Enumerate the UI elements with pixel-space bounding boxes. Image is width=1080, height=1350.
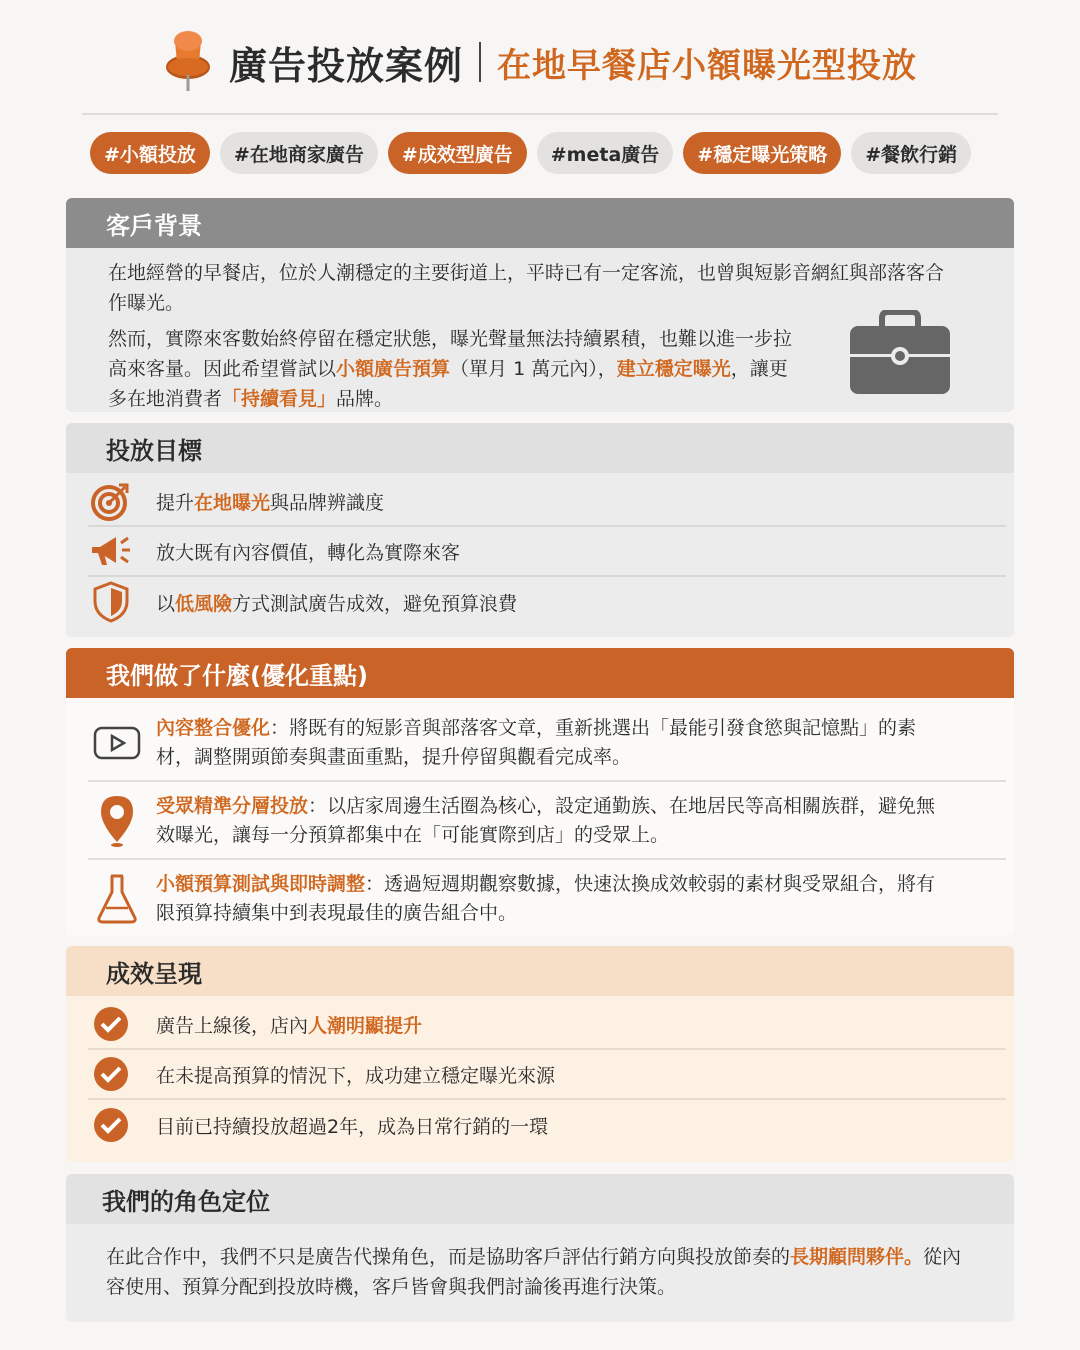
background-paragraph: 在地經營的早餐店，位於人潮穩定的主要街道上，平時已有一定客流，也曾與短影音網紅與部落客合作曝光。 — [108, 262, 945, 314]
goal-item — [88, 477, 1006, 527]
result-text: 廣告上線後，店內人潮明顯提升 — [156, 1014, 423, 1037]
pushpin-icon — [163, 27, 213, 97]
goal-text: 提升在地曝光與品牌辨識度 — [156, 491, 385, 514]
page-title: 廣告投放案例 — [228, 43, 463, 88]
client-background-section — [66, 198, 1014, 412]
video-play-icon — [88, 714, 146, 772]
tag[interactable]: #穩定曝光策略 — [683, 132, 841, 174]
result-text: 目前已持續投放超過2年，成為日常行銷的一環 — [156, 1115, 549, 1138]
section-heading: 成效呈現 — [66, 946, 1014, 996]
tag[interactable]: #成效型廣告 — [388, 132, 527, 174]
result-item — [88, 1000, 1006, 1050]
background-paragraph: 然而，實際來客數始終停留在穩定狀態，曝光聲量無法持續累積，也難以進一步拉高來客量。因此希望嘗試以小額廣告預算（單月 1 萬元內），建立穩定曝光，讓更多在地消費者「持續看見」品牌。 — [108, 328, 793, 410]
result-item — [88, 1100, 1006, 1150]
role-section — [66, 1174, 1014, 1322]
megaphone-icon — [88, 528, 134, 574]
check-circle-icon — [88, 1051, 134, 1097]
goal-text: 放大既有內容價值，轉化為實際來客 — [156, 541, 461, 564]
flask-icon — [88, 870, 146, 928]
action-item — [88, 704, 1006, 782]
action-text: 小額預算測試與即時調整：透過短週期觀察數據，快速汰換成效較弱的素材與受眾組合，將有限預算持續集中到表現最佳的廣告組合中。 — [156, 873, 936, 924]
section-heading: 客戶背景 — [66, 198, 1014, 248]
goal-item — [88, 527, 1006, 577]
page-header — [0, 26, 1080, 98]
page-subtitle: 在地早餐店小額曝光型投放 — [497, 45, 917, 86]
shield-icon — [88, 579, 134, 625]
tag[interactable]: #小額投放 — [90, 132, 210, 174]
action-item — [88, 860, 1006, 936]
result-text: 在未提高預算的情況下，成功建立穩定曝光來源 — [156, 1064, 556, 1087]
result-item — [88, 1050, 1006, 1100]
title-divider — [479, 42, 481, 82]
tag[interactable]: #在地商家廣告 — [220, 132, 378, 174]
tag[interactable]: #餐飲行銷 — [851, 132, 971, 174]
goals-section — [66, 423, 1014, 637]
check-circle-icon — [88, 1102, 134, 1148]
tag-list — [90, 132, 990, 174]
goal-item — [88, 577, 1006, 627]
check-circle-icon — [88, 1001, 134, 1047]
results-section — [66, 946, 1014, 1162]
section-heading: 投放目標 — [66, 423, 1014, 473]
action-text: 受眾精準分層投放：以店家周邊生活圈為核心，設定通勤族、在地居民等高相關族群，避免無效曝光，讓每一分預算都集中在「可能實際到店」的受眾上。 — [156, 795, 936, 846]
location-pin-icon — [88, 792, 146, 850]
goal-text: 以低風險方式測試廣告成效，避免預算浪費 — [156, 592, 518, 615]
actions-section — [66, 648, 1014, 936]
tag[interactable]: #meta廣告 — [537, 132, 674, 174]
section-heading: 我們做了什麼(優化重點) — [66, 648, 1014, 698]
section-heading: 我們的角色定位 — [66, 1174, 1014, 1224]
target-icon — [88, 478, 134, 524]
role-paragraph: 在此合作中，我們不只是廣告代操角色，而是協助客戶評估行銷方向與投放節奏的長期顧問夥伴。從內容使用、預算分配到投放時機，客戶皆會與我們討論後再進行決策。 — [106, 1246, 962, 1298]
action-item — [88, 782, 1006, 860]
action-text: 內容整合優化：將既有的短影音與部落客文章，重新挑選出「最能引發食慾與記憶點」的素材，調整開頭節奏與畫面重點，提升停留與觀看完成率。 — [156, 717, 917, 768]
header-divider — [82, 113, 998, 115]
